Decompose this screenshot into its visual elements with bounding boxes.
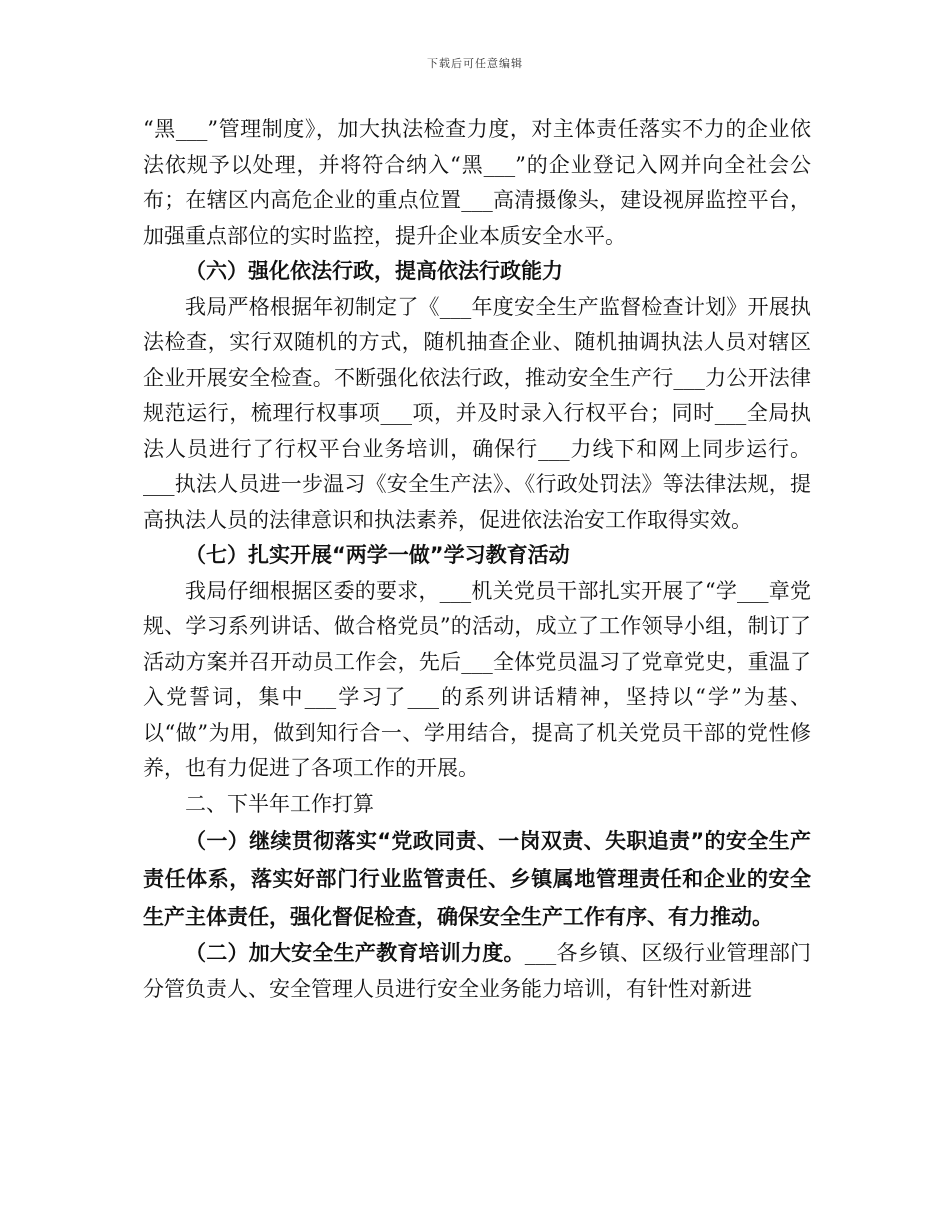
- paragraph-law-enforcement: 我局严格根据年初制定了《___年度安全生产监督检查计划》开展执法检查，实行双随机的方式，随机抽查企业、随机抽调执法人员对辖区企业开展安全检查。不断强化依法行政，推动安全生产行___力公开法律规范运行，梳理行权事项___项，并及时录入行权平台；同时___全局执法人员进行了行权平台业务培训，确保行___力线下和网上同步运行。___执法人员进一步温习《安全生产法》、《行政处罚法》等法律法规，提高执法人员的法律意识和执法素养，促进依法治安工作取得实效。: [143, 294, 811, 532]
- bold-paragraph-wrapper: [143, 822, 811, 936]
- training-text: ___各乡镇、区级行业管理部门分管负责人、安全管理人员进行安全业务能力培训，有针性对新进: [143, 941, 812, 1001]
- paragraph-training: [143, 936, 811, 1007]
- paragraph-responsibility-system: （一）继续贯彻落实“党政同责、一岗双责、失职追责”的安全生产责任体系，落实好部门行业监管责任、乡镇属地管理责任和企业的安全生产主体责任，强化督促检查，确保安全生产工作有序、有力推动。: [143, 829, 811, 929]
- heading-section-six: （六）强化依法行政，提高依法行政能力: [185, 259, 563, 283]
- heading-second-half-plan: 二、下半年工作打算: [185, 791, 374, 816]
- training-lead: （二）加大安全生产教育培训力度。: [185, 941, 525, 965]
- paragraph-party-study: 我局仔细根据区委的要求，___机关党员干部扎实开展了“学___章党规、学习系列讲话、做合格党员”的活动，成立了工作领导小组，制订了活动方案并召开动员工作会，先后___全体党员温习了党章党史，重温了入党誓词，集中___学习了___的系列讲话精神，坚持以“学”为基、以“做”为用，做到知行合一、学用结合，提高了机关党员干部的党性修养，也有力促进了各项工作的开展。: [143, 578, 811, 780]
- paragraph-management-system: “黑___”管理制度》，加大执法检查力度，对主体责任落实不力的企业依法依规予以处理，并将符合纳入“黑___”的企业登记入网并向全社会公布；在辖区内高危企业的重点位置___高清摄像头，建设视屏监控平台，加强重点部位的实时监控，提升企业本质安全水平。: [143, 117, 811, 248]
- page-header: 下载后可任意编辑: [427, 57, 523, 70]
- heading-section-seven: （七）扎实开展“两学一做”学习教育活动: [185, 543, 570, 567]
- document-body: [143, 112, 811, 1007]
